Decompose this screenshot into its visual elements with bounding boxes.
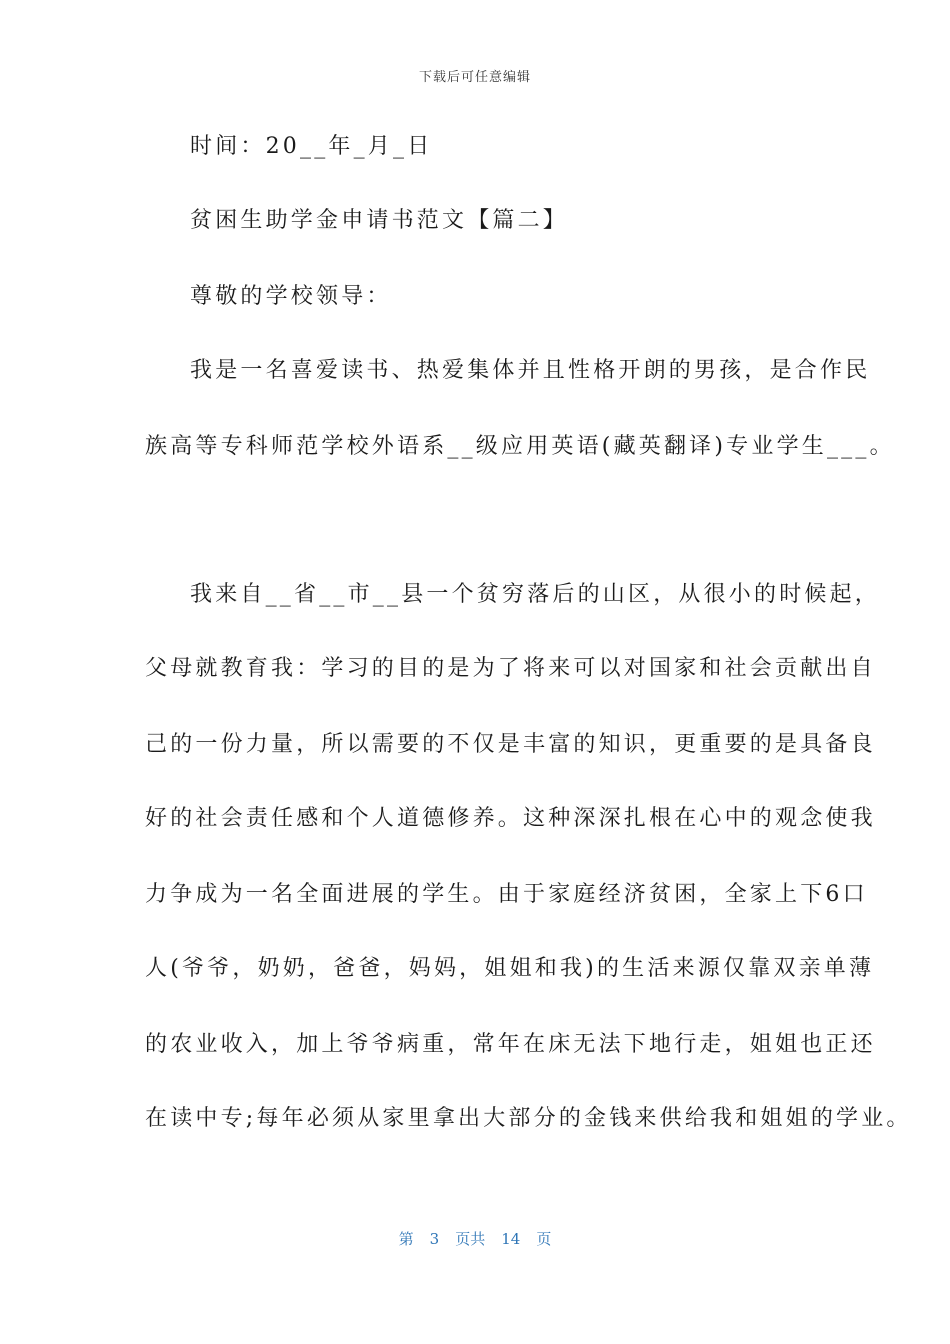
paragraph-2-line-3: 己的一份力量，所以需要的不仅是丰富的知识，更重要的是具备良	[145, 732, 876, 757]
paragraph-2-line-1: 我来自__省__市__县一个贫穷落后的山区，从很小的时候起，	[190, 582, 881, 607]
paragraph-2-line-5: 力争成为一名全面进展的学生。由于家庭经济贫困，全家上下6口	[145, 882, 868, 907]
page-footer	[0, 1228, 950, 1249]
date-line: 时间：20__年_月_日	[190, 134, 433, 159]
paragraph-2-line-7: 的农业收入，加上爷爷病重，常年在床无法下地行走，姐姐也正还	[145, 1032, 876, 1057]
paragraph-1-line-1: 我是一名喜爱读书、热爱集体并且性格开朗的男孩，是合作民	[190, 358, 871, 383]
footer-page-prefix: 第	[398, 1230, 414, 1248]
footer-page-mid: 页共	[455, 1230, 486, 1248]
section-title: 贫困生助学金申请书范文【篇二】	[190, 208, 569, 233]
paragraph-2-line-4: 好的社会责任感和个人道德修养。这种深深扎根在心中的观念使我	[145, 806, 876, 831]
paragraph-2-line-2: 父母就教育我：学习的目的是为了将来可以对国家和社会贡献出自	[145, 656, 876, 681]
paragraph-2-line-6: 人(爷爷，奶奶，爸爸，妈妈，姐姐和我)的生活来源仅靠双亲单薄	[145, 956, 875, 981]
paragraph-2-line-8: 在读中专;每年必须从家里拿出大部分的金钱来供给我和姐姐的学业。	[145, 1106, 912, 1131]
footer-current-page: 3	[429, 1230, 440, 1248]
salutation: 尊敬的学校领导：	[190, 284, 392, 309]
paragraph-1-line-2: 族高等专科师范学校外语系__级应用英语(藏英翻译)专业学生___。	[145, 434, 895, 459]
footer-total-pages: 14	[501, 1230, 521, 1248]
page-header-note: 下载后可任意编辑	[418, 70, 531, 85]
footer-page-suffix: 页	[536, 1230, 552, 1248]
